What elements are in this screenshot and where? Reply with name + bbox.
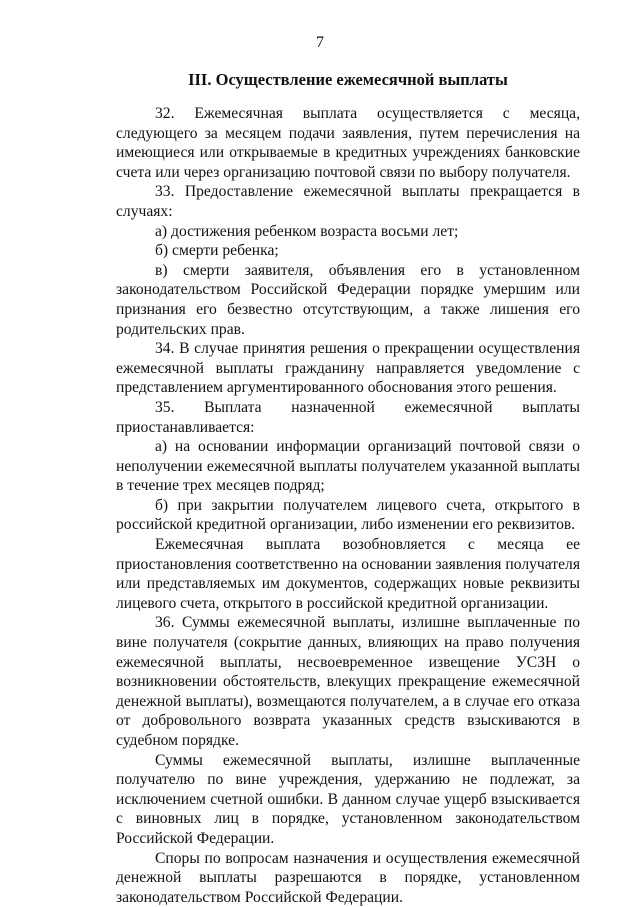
paragraph-35-resume: Ежемесячная выплата возобновляется с месяца ее приостановления соответственно на основании заявления получателя или представляемых им документов, содержащих новые реквизиты лицевого счета, открытого в российской кредитной организации. — [116, 536, 580, 612]
paragraph-33-a: а) достижения ребенком возраста восьми лет; — [155, 222, 459, 240]
paragraph-33-b: б) смерти ребенка; — [155, 242, 279, 260]
paragraph-33: 33. Предоставление ежемесячной выплаты прекращается в случаях: — [116, 183, 580, 220]
paragraph-33-v: в) смерти заявителя, объявления его в установленном законодательством Российской Федерации порядке умершим или признания его безвестно отсутствующим, а также лишения его родительских прав. — [116, 261, 580, 338]
paragraph-34: 34. В случае принятия решения о прекращении осуществления ежемесячной выплаты гражданину направляется уведомление с представлением аргументированного обоснования этого решения. — [116, 340, 580, 397]
section-title: III. Осуществление ежемесячной выплаты — [188, 70, 508, 89]
paragraph-disputes: Споры по вопросам назначения и осуществления ежемесячной денежной выплаты разрешаются в порядке, установленном законодательством Российской Федерации. — [116, 849, 580, 906]
page-number: 7 — [316, 34, 324, 51]
paragraph-36-institution-error: Суммы ежемесячной выплаты, излишне выплаченные получателю по вине учреждения, удержанию не подлежат, за исключением счетной ошибки. В данном случае ущерб взыскивается с виновных лиц в порядке, установленном законодательством Российской Федерации. — [116, 751, 580, 847]
paragraph-35-b: б) при закрытии получателем лицевого счета, открытого в российской кредитной организации, либо изменении его реквизитов. — [116, 496, 580, 534]
paragraph-35: 35. Выплата назначенной ежемесячной выплаты приостанавливается: — [116, 398, 580, 436]
paragraph-35-a: а) на основании информации организаций почтовой связи о неполучении ежемесячной выплаты получателем указанной выплаты в течение трех месяцев подряд; — [116, 438, 580, 495]
paragraph-36: 36. Суммы ежемесячной выплаты, излишне выплаченные по вине получателя (сокрытие данных, влияющих на право получения ежемесячной выплаты, несвоевременное извещение УСЗН о возникновении обстоятельств, влекущих прекращение ежемесячной денежной выплаты), возмещаются получателем, а в случае его отказа от добровольного возврата указанных средств взыскиваются в судебном порядке. — [116, 614, 580, 749]
document-body — [116, 104, 580, 907]
paragraph-32: 32. Ежемесячная выплата осуществляется с месяца, следующего за месяцем подачи заявления, путем перечисления на имеющиеся или открываемые в кредитных учреждениях банковские счета или через организацию почтовой связи по выбору получателя. — [116, 105, 580, 181]
